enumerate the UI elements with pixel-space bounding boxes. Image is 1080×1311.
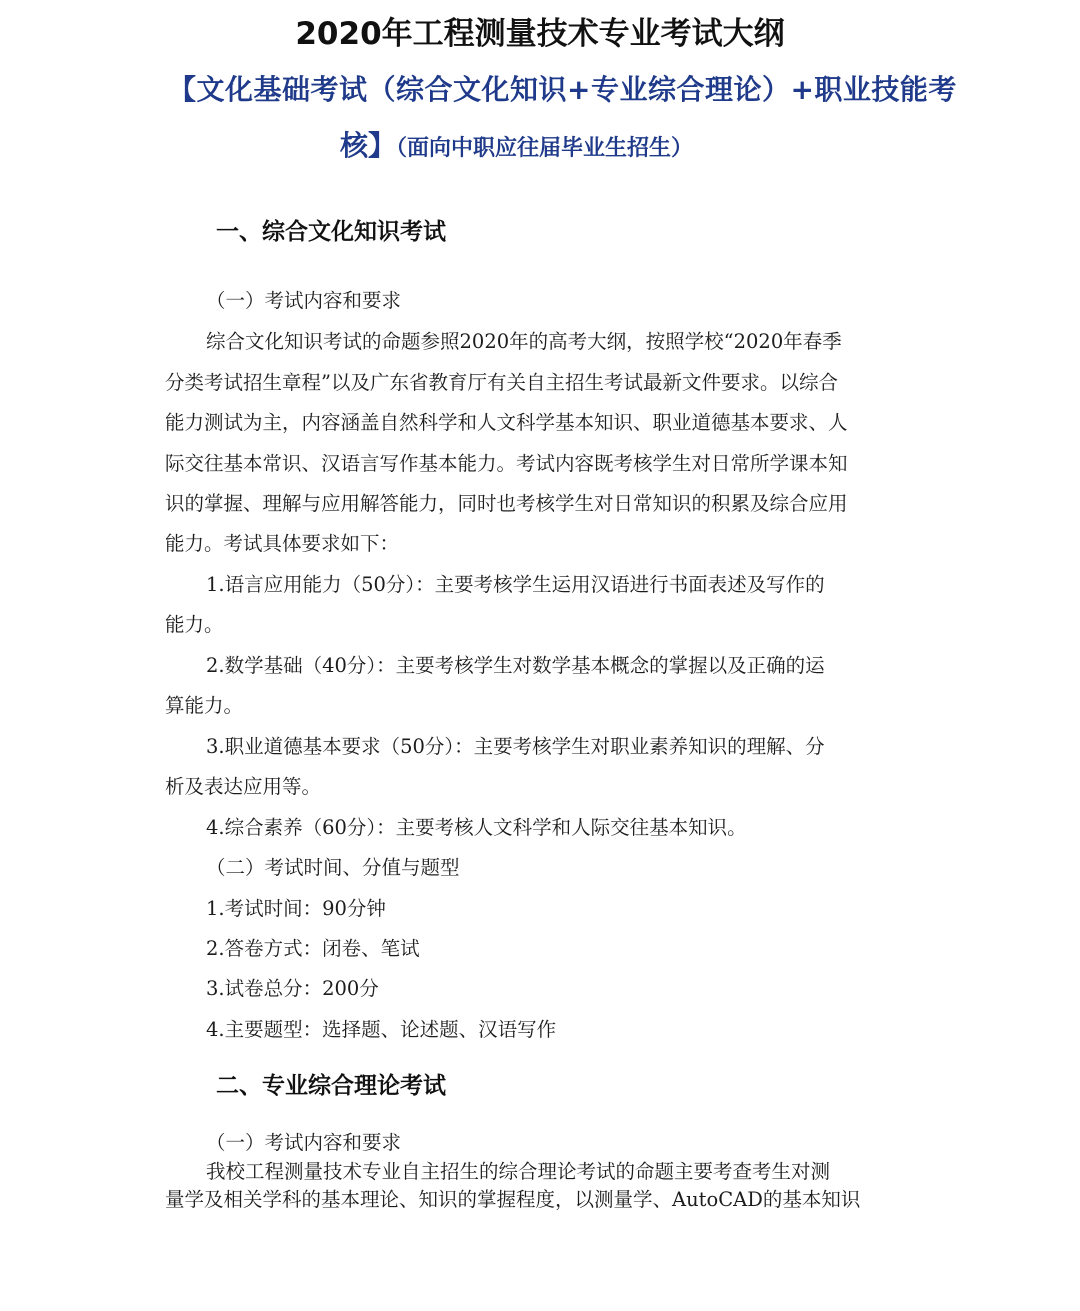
exam-item: 2.答卷方式：闭卷、笔试 xyxy=(206,937,420,960)
section-1-subheading-time: （二）考试时间、分值与题型 xyxy=(206,856,460,879)
paragraph-line: 能力。考试具体要求如下： xyxy=(165,532,400,555)
requirement-item-2: 2.数学基础（40分）：主要考核学生对数学基本概念的掌握以及正确的运 xyxy=(206,654,825,677)
section-2-heading: 二、专业综合理论考试 xyxy=(216,1073,446,1099)
requirement-item-2-cont: 算能力。 xyxy=(165,694,244,717)
exam-item: 1.考试时间：90分钟 xyxy=(206,897,386,920)
subtitle-audience-note: （面向中职应往届毕业生招生） xyxy=(396,136,694,161)
paragraph-line: 我校工程测量技术专业自主招生的综合理论考试的命题主要考查考生对测 xyxy=(206,1160,831,1183)
requirement-item-1: 1.语言应用能力（50分）：主要考核学生运用汉语进行书面表述及写作的 xyxy=(206,573,825,596)
section-1-heading: 一、综合文化知识考试 xyxy=(216,219,446,245)
section-1-subheading-content: （一）考试内容和要求 xyxy=(206,289,402,312)
paragraph-line: 识的掌握、理解与应用解答能力，同时也考核学生对日常知识的积累及综合应用 xyxy=(165,492,848,515)
document-title: 2020年工程测量技术专业考试大纲 xyxy=(295,16,785,52)
paragraph-line: 分类考试招生章程”以及广东省教育厅有关自主招生考试最新文件要求。以综合 xyxy=(165,371,838,394)
subtitle-line-2-main: 核】 xyxy=(340,129,397,162)
exam-item: 3.试卷总分：200分 xyxy=(206,977,379,1000)
requirement-item-1-cont: 能力。 xyxy=(165,613,224,636)
paragraph-line: 量学及相关学科的基本理论、知识的掌握程度，以测量学、AutoCAD的基本知识 xyxy=(165,1188,861,1211)
paragraph-line: 能力测试为主，内容涵盖自然科学和人文科学基本知识、职业道德基本要求、人 xyxy=(165,411,848,434)
requirement-item-4: 4.综合素养（60分）：主要考核人文科学和人际交往基本知识。 xyxy=(206,816,747,839)
requirement-item-3-cont: 析及表达应用等。 xyxy=(165,775,322,798)
subtitle-line-2 xyxy=(340,124,693,164)
paragraph-line: 综合文化知识考试的命题参照2020年的高考大纲，按照学校“2020年春季 xyxy=(206,330,842,353)
section-2-subheading-content: （一）考试内容和要求 xyxy=(206,1131,402,1154)
exam-item: 4.主要题型：选择题、论述题、汉语写作 xyxy=(206,1018,557,1041)
paragraph-line: 际交往基本常识、汉语言写作基本能力。考试内容既考核学生对日常所学课本知 xyxy=(165,452,848,475)
subtitle-line-1: 【文化基础考试（综合文化知识+专业综合理论）+职业技能考 xyxy=(168,73,957,106)
requirement-item-3: 3.职业道德基本要求（50分）：主要考核学生对职业素养知识的理解、分 xyxy=(206,735,825,758)
